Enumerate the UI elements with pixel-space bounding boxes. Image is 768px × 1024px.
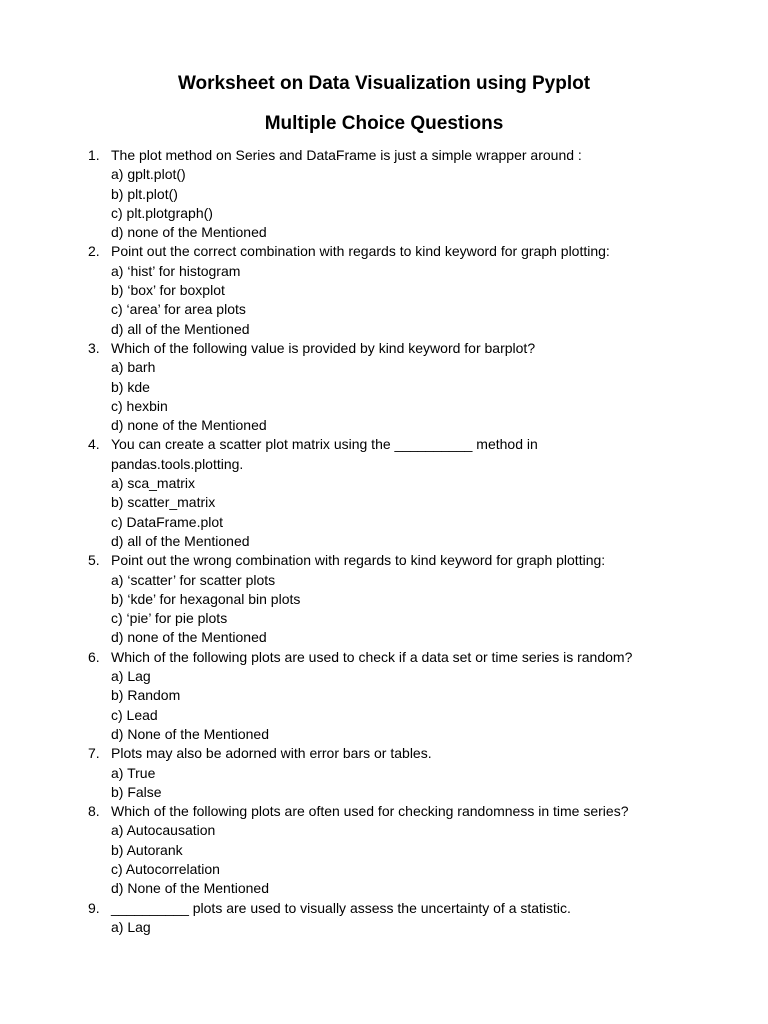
question-6 <box>88 648 708 744</box>
question-3 <box>88 339 708 435</box>
option-d: d) all of the Mentioned <box>111 532 250 549</box>
option-c: c) ‘pie’ for pie plots <box>111 610 228 627</box>
question-9 <box>88 899 708 938</box>
option-c: c) DataFrame.plot <box>111 513 224 530</box>
option-d: d) none of the Mentioned <box>111 417 267 434</box>
option-d: d) none of the Mentioned <box>111 629 267 646</box>
option-c: c) plt.plotgraph() <box>111 204 213 221</box>
option-c: c) Lead <box>111 706 158 723</box>
option-a: a) ‘scatter’ for scatter plots <box>111 571 276 588</box>
question-2 <box>88 242 708 338</box>
page-subtitle: Multiple Choice Questions <box>264 113 504 134</box>
question-text: Which of the following plots are used to check if a data set or time series is random? <box>111 648 633 665</box>
question-number: 6. <box>88 648 100 665</box>
option-a: a) Lag <box>111 918 151 935</box>
question-number: 5. <box>88 552 100 569</box>
option-c: c) hexbin <box>111 397 168 414</box>
question-4 <box>88 435 708 551</box>
option-b: b) Autorank <box>111 841 183 858</box>
option-list <box>111 821 708 898</box>
question-8 <box>88 802 708 898</box>
option-a: a) True <box>111 764 156 781</box>
option-b: b) plt.plot() <box>111 185 178 202</box>
option-b: b) scatter_matrix <box>111 494 216 511</box>
option-b: b) ‘kde’ for hexagonal bin plots <box>111 590 301 607</box>
question-text: Point out the correct combination with regards to kind keyword for graph plotting: <box>111 243 610 260</box>
question-text: Which of the following plots are often used for checking randomness in time series? <box>111 803 629 820</box>
option-a: a) sca_matrix <box>111 475 196 492</box>
question-number: 8. <box>88 803 100 820</box>
option-list <box>111 165 708 242</box>
question-number: 2. <box>88 243 100 260</box>
question-5 <box>88 551 708 647</box>
question-1 <box>88 146 708 242</box>
option-a: a) Lag <box>111 668 151 685</box>
option-a: a) gplt.plot() <box>111 166 186 183</box>
question-text: Plots may also be adorned with error bars or tables. <box>111 745 432 762</box>
question-number: 9. <box>88 899 100 916</box>
option-list <box>111 358 708 435</box>
option-a: a) ‘hist’ for histogram <box>111 262 241 279</box>
option-c: c) Autocorrelation <box>111 860 220 877</box>
option-b: b) kde <box>111 378 150 395</box>
option-list <box>111 571 708 648</box>
question-number: 3. <box>88 339 100 356</box>
option-list <box>111 262 708 339</box>
question-number: 7. <box>88 745 100 762</box>
option-d: d) none of the Mentioned <box>111 224 267 241</box>
option-list <box>111 918 708 937</box>
question-text: Point out the wrong combination with regards to kind keyword for graph plotting: <box>111 552 606 569</box>
option-a: a) Autocausation <box>111 822 216 839</box>
question-list <box>88 146 708 937</box>
option-c: c) ‘area’ for area plots <box>111 301 246 318</box>
option-b: b) Random <box>111 687 181 704</box>
question-text: __________ plots are used to visually assess the uncertainty of a statistic. <box>111 899 571 916</box>
option-list <box>111 474 708 551</box>
option-b: b) ‘box’ for boxplot <box>111 282 225 299</box>
page-title: Worksheet on Data Visualization using Pyplot <box>177 73 591 94</box>
option-d: d) None of the Mentioned <box>111 880 269 897</box>
question-number: 1. <box>88 147 100 163</box>
question-text: Which of the following value is provided by kind keyword for barplot? <box>111 339 536 356</box>
question-text: You can create a scatter plot matrix using the __________ method in pandas.tools.plotting. <box>111 436 538 472</box>
option-d: d) all of the Mentioned <box>111 320 250 337</box>
option-d: d) None of the Mentioned <box>111 725 269 742</box>
question-7 <box>88 744 708 802</box>
option-list <box>111 667 708 744</box>
question-text: The plot method on Series and DataFrame is just a simple wrapper around : <box>111 147 582 163</box>
option-a: a) barh <box>111 359 156 376</box>
option-b: b) False <box>111 783 162 800</box>
option-list <box>111 764 708 803</box>
question-number: 4. <box>88 436 100 453</box>
